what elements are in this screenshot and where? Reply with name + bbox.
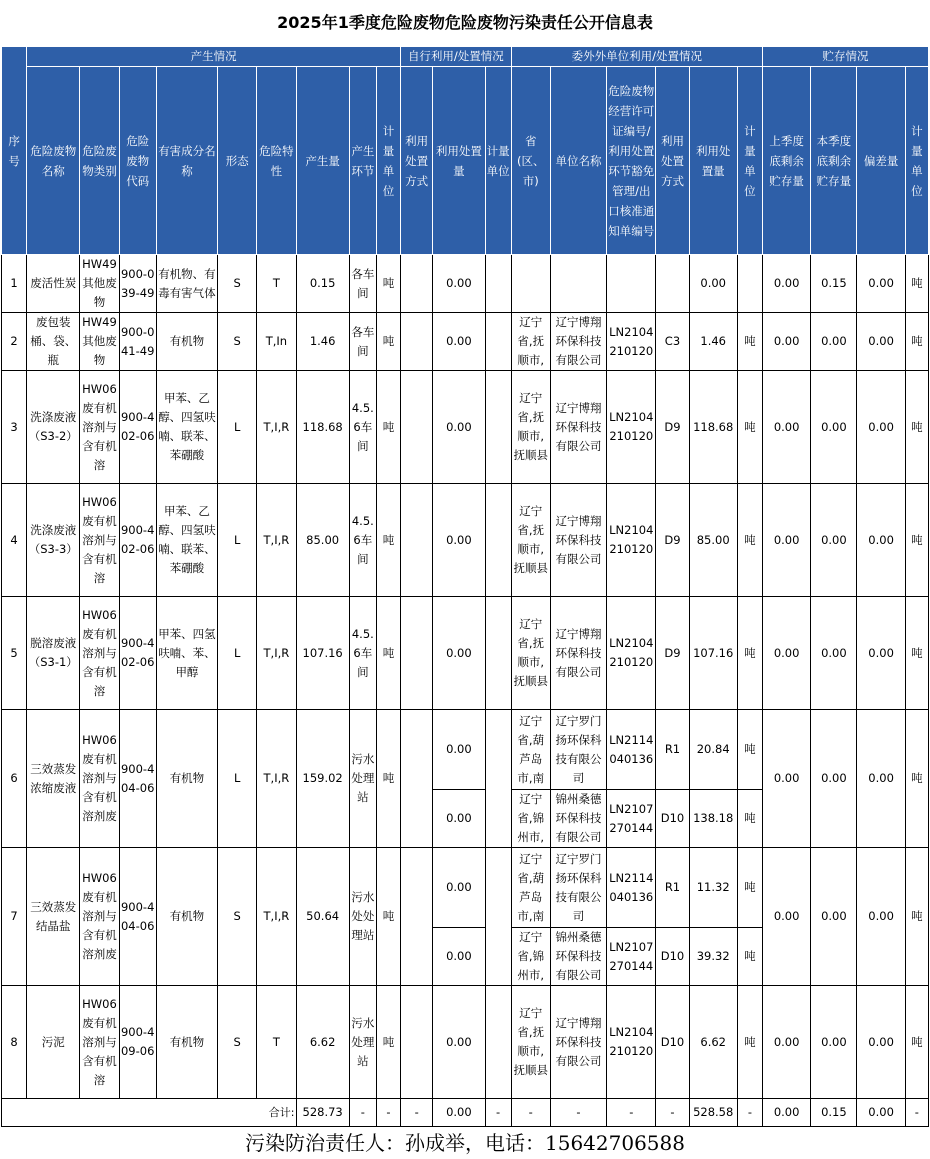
cell-province: 辽宁省,抚顺市,抚顺县 xyxy=(511,371,550,484)
table-row xyxy=(2,371,929,484)
group-entrust: 委外外单位利用/处置情况 xyxy=(511,47,762,67)
total-self-amount: 0.00 xyxy=(433,1099,485,1127)
cell-seq: 4 xyxy=(2,484,27,597)
cell-unit4: 吨 xyxy=(905,313,928,371)
header-unit2: 计量单位 xyxy=(485,67,511,255)
total-company: - xyxy=(550,1099,606,1127)
cell-deviation: 0.00 xyxy=(857,313,905,371)
header-unit4: 计量单位 xyxy=(905,67,928,255)
header-ent-method: 利用处置方式 xyxy=(656,67,689,255)
cell-company: 辽宁博翔环保科技有限公司 xyxy=(550,597,606,710)
cell-prev-stock: 0.00 xyxy=(763,848,811,986)
cell-name: 脱溶废液（S3-1） xyxy=(27,597,80,710)
cell-unit4: 吨 xyxy=(905,484,928,597)
cell-unit1: 吨 xyxy=(376,313,400,371)
cell-unit2 xyxy=(485,255,511,313)
cell-company: 辽宁博翔环保科技有限公司 xyxy=(550,484,606,597)
cell-self-amount: 0.00 xyxy=(433,313,485,371)
cell-unit2 xyxy=(485,597,511,710)
cell-unit1: 吨 xyxy=(376,710,400,848)
header-components: 有害成分名称 xyxy=(156,67,217,255)
cell-ent-amount: 138.18 xyxy=(689,790,737,848)
cell-unit4: 吨 xyxy=(905,255,928,313)
cell-province: 辽宁省,葫芦岛市,南 xyxy=(511,710,550,790)
total-unit3: - xyxy=(737,1099,762,1127)
total-unit2: - xyxy=(485,1099,511,1127)
cell-name: 三效蒸发浓缩废液 xyxy=(27,710,80,848)
total-deviation: 0.00 xyxy=(857,1099,905,1127)
cell-self-method xyxy=(401,597,433,710)
cell-form: S xyxy=(218,255,257,313)
cell-self-method xyxy=(401,848,433,986)
header-hazard: 危险特性 xyxy=(257,67,296,255)
header-seq: 序号 xyxy=(2,47,27,255)
cell-seq: 8 xyxy=(2,986,27,1099)
total-self-method: - xyxy=(401,1099,433,1127)
cell-form: L xyxy=(218,371,257,484)
cell-ent-amount: 1.46 xyxy=(689,313,737,371)
cell-license: LN2104210120 xyxy=(607,597,656,710)
header-self-method: 利用处置方式 xyxy=(401,67,433,255)
cell-stage: 各车间 xyxy=(349,313,376,371)
cell-hazard: T,I,R xyxy=(257,848,296,986)
cell-ent-method: D10 xyxy=(656,790,689,848)
hazardous-waste-table xyxy=(1,46,929,1127)
cell-license: LN2104210120 xyxy=(607,313,656,371)
header-unit3: 计量单位 xyxy=(737,67,762,255)
cell-self-method xyxy=(401,710,433,848)
total-row xyxy=(2,1099,929,1127)
cell-unit3: 吨 xyxy=(737,986,762,1099)
total-stage: - xyxy=(349,1099,376,1127)
cell-self-amount: 0.00 xyxy=(433,484,485,597)
cell-company: 辽宁博翔环保科技有限公司 xyxy=(550,986,606,1099)
cell-stage: 污水处处理站 xyxy=(349,848,376,986)
header-code: 危险废物代码 xyxy=(119,67,156,255)
cell-ent-method: R1 xyxy=(656,848,689,928)
cell-cur-stock: 0.00 xyxy=(811,848,857,986)
cell-amount: 118.68 xyxy=(296,371,349,484)
cell-unit2 xyxy=(485,313,511,371)
cell-ent-amount: 6.62 xyxy=(689,986,737,1099)
cell-cur-stock: 0.00 xyxy=(811,710,857,848)
cell-unit1: 吨 xyxy=(376,986,400,1099)
cell-components: 有机物 xyxy=(156,313,217,371)
table-row xyxy=(2,313,929,371)
cell-stage: 4.5.6车间 xyxy=(349,484,376,597)
cell-self-amount: 0.00 xyxy=(433,255,485,313)
cell-province: 辽宁省,锦州市, xyxy=(511,790,550,848)
cell-license xyxy=(607,255,656,313)
cell-self-amount: 0.00 xyxy=(433,371,485,484)
cell-ent-amount: 11.32 xyxy=(689,848,737,928)
cell-license: LN2104210120 xyxy=(607,371,656,484)
cell-self-method xyxy=(401,371,433,484)
cell-prev-stock: 0.00 xyxy=(763,484,811,597)
cell-components: 甲苯、乙醇、四氢呋喃、联苯、苯硼酸 xyxy=(156,484,217,597)
table-row xyxy=(2,848,929,928)
cell-deviation: 0.00 xyxy=(857,484,905,597)
cell-cur-stock: 0.00 xyxy=(811,597,857,710)
cell-stage: 污水处理站 xyxy=(349,986,376,1099)
cell-company: 锦州桑德环保科技有限公司 xyxy=(550,928,606,986)
cell-unit3: 吨 xyxy=(737,597,762,710)
cell-name: 污泥 xyxy=(27,986,80,1099)
cell-category: HW06废有机溶剂与含有机溶剂废 xyxy=(80,710,119,848)
cell-form: S xyxy=(218,848,257,986)
cell-self-amount: 0.00 xyxy=(433,928,485,986)
cell-amount: 159.02 xyxy=(296,710,349,848)
cell-unit4: 吨 xyxy=(905,710,928,848)
cell-category: HW06废有机溶剂与含有机溶 xyxy=(80,986,119,1099)
cell-license: LN2107270144 xyxy=(607,928,656,986)
cell-unit3: 吨 xyxy=(737,848,762,928)
header-prev-stock: 上季度底剩余贮存量 xyxy=(763,67,811,255)
cell-name: 洗涤废液（S3-2） xyxy=(27,371,80,484)
cell-self-method xyxy=(401,484,433,597)
cell-unit1: 吨 xyxy=(376,484,400,597)
cell-unit1: 吨 xyxy=(376,371,400,484)
cell-code: 900-404-06 xyxy=(119,710,156,848)
cell-prev-stock: 0.00 xyxy=(763,986,811,1099)
total-label: 合计: xyxy=(268,1106,295,1119)
header-license: 危险废物经营许可证编号/利用处置环节豁免管理/出口核准通知单编号 xyxy=(607,67,656,255)
page-title: 2025年1季度危险废物危险废物污染责任公开信息表 xyxy=(277,13,653,32)
cell-ent-amount: 118.68 xyxy=(689,371,737,484)
cell-code: 900-402-06 xyxy=(119,597,156,710)
header-name: 危险废物名称 xyxy=(27,67,80,255)
cell-prev-stock: 0.00 xyxy=(763,313,811,371)
cell-ent-amount: 39.32 xyxy=(689,928,737,986)
cell-ent-method: D9 xyxy=(656,484,689,597)
cell-ent-amount: 85.00 xyxy=(689,484,737,597)
cell-seq: 5 xyxy=(2,597,27,710)
cell-company xyxy=(550,255,606,313)
cell-code: 900-041-49 xyxy=(119,313,156,371)
cell-category: HW06废有机溶剂与含有机溶 xyxy=(80,371,119,484)
cell-category: HW06废有机溶剂与含有机溶 xyxy=(80,484,119,597)
cell-unit4: 吨 xyxy=(905,597,928,710)
total-unit1: - xyxy=(376,1099,400,1127)
cell-unit3: 吨 xyxy=(737,313,762,371)
cell-ent-amount: 107.16 xyxy=(689,597,737,710)
cell-cur-stock: 0.00 xyxy=(811,986,857,1099)
cell-unit3: 吨 xyxy=(737,790,762,848)
total-cur-stock: 0.15 xyxy=(811,1099,857,1127)
cell-company: 辽宁罗门扬环保科技有限公司 xyxy=(550,710,606,790)
cell-amount: 107.16 xyxy=(296,597,349,710)
total-label-cell xyxy=(2,1099,297,1127)
cell-unit2 xyxy=(485,986,511,1099)
cell-hazard: T xyxy=(257,255,296,313)
cell-self-method xyxy=(401,255,433,313)
cell-ent-method: D9 xyxy=(656,371,689,484)
cell-company: 锦州桑德环保科技有限公司 xyxy=(550,790,606,848)
cell-name: 废活性炭 xyxy=(27,255,80,313)
total-license: - xyxy=(607,1099,656,1127)
cell-province: 辽宁省,葫芦岛市,南 xyxy=(511,848,550,928)
cell-company: 辽宁博翔环保科技有限公司 xyxy=(550,313,606,371)
header-unit1: 计量单位 xyxy=(376,67,400,255)
cell-license: LN2114040136 xyxy=(607,848,656,928)
cell-code: 900-409-06 xyxy=(119,986,156,1099)
total-unit4: - xyxy=(905,1099,928,1127)
cell-category: HW49其他废物 xyxy=(80,313,119,371)
cell-unit2 xyxy=(485,371,511,484)
cell-seq: 7 xyxy=(2,848,27,986)
cell-deviation: 0.00 xyxy=(857,371,905,484)
cell-components: 有机物 xyxy=(156,710,217,848)
cell-self-amount: 0.00 xyxy=(433,986,485,1099)
table-row xyxy=(2,710,929,790)
cell-unit1: 吨 xyxy=(376,848,400,986)
group-storage: 贮存情况 xyxy=(763,47,929,67)
cell-components: 有机物 xyxy=(156,986,217,1099)
header-cur-stock: 本季度底剩余贮存量 xyxy=(811,67,857,255)
header-amount: 产生量 xyxy=(296,67,349,255)
cell-hazard: T,I,R xyxy=(257,484,296,597)
cell-form: L xyxy=(218,710,257,848)
cell-hazard: T,I,R xyxy=(257,597,296,710)
cell-self-amount: 0.00 xyxy=(433,790,485,848)
cell-self-method xyxy=(401,313,433,371)
cell-components: 甲苯、乙醇、四氢呋喃、联苯、苯硼酸 xyxy=(156,371,217,484)
table-row xyxy=(2,597,929,710)
cell-company: 辽宁博翔环保科技有限公司 xyxy=(550,371,606,484)
cell-category: HW49其他废物 xyxy=(80,255,119,313)
cell-prev-stock: 0.00 xyxy=(763,597,811,710)
cell-prev-stock: 0.00 xyxy=(763,255,811,313)
cell-name: 废包装桶、袋、瓶 xyxy=(27,313,80,371)
header-company: 单位名称 xyxy=(550,67,606,255)
total-ent-amount: 528.58 xyxy=(689,1099,737,1127)
cell-form: S xyxy=(218,986,257,1099)
cell-province: 辽宁省,抚顺市,抚顺县 xyxy=(511,484,550,597)
cell-code: 900-039-49 xyxy=(119,255,156,313)
cell-amount: 85.00 xyxy=(296,484,349,597)
table-row xyxy=(2,484,929,597)
cell-form: L xyxy=(218,597,257,710)
header-category: 危险废物类别 xyxy=(80,67,119,255)
cell-province: 辽宁省,抚顺市,抚顺县 xyxy=(511,986,550,1099)
cell-self-amount: 0.00 xyxy=(433,848,485,928)
cell-cur-stock: 0.00 xyxy=(811,313,857,371)
cell-hazard: T xyxy=(257,986,296,1099)
cell-name: 洗涤废液（S3-3） xyxy=(27,484,80,597)
cell-unit3 xyxy=(737,255,762,313)
header-ent-amount: 利用处置量 xyxy=(689,67,737,255)
cell-license: LN2107270144 xyxy=(607,790,656,848)
cell-ent-method: R1 xyxy=(656,710,689,790)
cell-license: LN2114040136 xyxy=(607,710,656,790)
cell-prev-stock: 0.00 xyxy=(763,371,811,484)
cell-cur-stock: 0.15 xyxy=(811,255,857,313)
cell-components: 有机物 xyxy=(156,848,217,986)
cell-province: 辽宁省,抚顺市, xyxy=(511,313,550,371)
header-form: 形态 xyxy=(218,67,257,255)
cell-name: 三效蒸发结晶盐 xyxy=(27,848,80,986)
cell-hazard: T,In xyxy=(257,313,296,371)
cell-cur-stock: 0.00 xyxy=(811,371,857,484)
cell-unit1: 吨 xyxy=(376,255,400,313)
cell-ent-method: D9 xyxy=(656,597,689,710)
group-produce: 产生情况 xyxy=(27,47,401,67)
cell-amount: 0.15 xyxy=(296,255,349,313)
cell-stage: 各车间 xyxy=(349,255,376,313)
cell-unit2 xyxy=(485,848,511,986)
header-deviation: 偏差量 xyxy=(857,67,905,255)
cell-code: 900-402-06 xyxy=(119,371,156,484)
cell-seq: 3 xyxy=(2,371,27,484)
total-ent-method: - xyxy=(656,1099,689,1127)
cell-category: HW06废有机溶剂与含有机溶剂废 xyxy=(80,848,119,986)
cell-license: LN2104210120 xyxy=(607,986,656,1099)
cell-prev-stock: 0.00 xyxy=(763,710,811,848)
cell-province xyxy=(511,255,550,313)
cell-ent-method: D10 xyxy=(656,986,689,1099)
cell-amount: 50.64 xyxy=(296,848,349,986)
cell-seq: 1 xyxy=(2,255,27,313)
cell-ent-amount: 20.84 xyxy=(689,710,737,790)
cell-province: 辽宁省,抚顺市,抚顺县 xyxy=(511,597,550,710)
cell-self-method xyxy=(401,986,433,1099)
cell-seq: 2 xyxy=(2,313,27,371)
table-row xyxy=(2,986,929,1099)
cell-ent-amount: 0.00 xyxy=(689,255,737,313)
cell-unit4: 吨 xyxy=(905,371,928,484)
cell-deviation: 0.00 xyxy=(857,710,905,848)
cell-unit3: 吨 xyxy=(737,371,762,484)
cell-deviation: 0.00 xyxy=(857,255,905,313)
cell-deviation: 0.00 xyxy=(857,597,905,710)
cell-form: L xyxy=(218,484,257,597)
total-province: - xyxy=(511,1099,550,1127)
cell-license: LN2104210120 xyxy=(607,484,656,597)
cell-unit2 xyxy=(485,484,511,597)
cell-self-amount: 0.00 xyxy=(433,710,485,790)
cell-code: 900-404-06 xyxy=(119,848,156,986)
cell-hazard: T,I,R xyxy=(257,371,296,484)
total-prev-stock: 0.00 xyxy=(763,1099,811,1127)
cell-province: 辽宁省,锦州市, xyxy=(511,928,550,986)
cell-unit1: 吨 xyxy=(376,597,400,710)
cell-ent-method xyxy=(656,255,689,313)
cell-category: HW06废有机溶剂与含有机溶 xyxy=(80,597,119,710)
table-row xyxy=(2,255,929,313)
cell-self-amount: 0.00 xyxy=(433,597,485,710)
cell-unit4: 吨 xyxy=(905,986,928,1099)
cell-deviation: 0.00 xyxy=(857,848,905,986)
cell-stage: 4.5.6车间 xyxy=(349,371,376,484)
header-self-amount: 利用处置量 xyxy=(433,67,485,255)
cell-code: 900-402-06 xyxy=(119,484,156,597)
cell-stage: 4.5.6车间 xyxy=(349,597,376,710)
cell-deviation: 0.00 xyxy=(857,986,905,1099)
cell-components: 有机物、有毒有害气体 xyxy=(156,255,217,313)
cell-ent-method: D10 xyxy=(656,928,689,986)
cell-unit3: 吨 xyxy=(737,710,762,790)
cell-components: 甲苯、四氢呋喃、苯、甲醇 xyxy=(156,597,217,710)
header-province: 省(区、市) xyxy=(511,67,550,255)
cell-stage: 污水处理站 xyxy=(349,710,376,848)
cell-amount: 6.62 xyxy=(296,986,349,1099)
cell-form: S xyxy=(218,313,257,371)
cell-cur-stock: 0.00 xyxy=(811,484,857,597)
total-amount: 528.73 xyxy=(296,1099,349,1127)
cell-unit3: 吨 xyxy=(737,928,762,986)
cell-unit2 xyxy=(485,710,511,848)
cell-unit3: 吨 xyxy=(737,484,762,597)
responsible-person-footer: 污染防治责任人：孙成举，电话：15642706588 xyxy=(245,1131,685,1155)
cell-seq: 6 xyxy=(2,710,27,848)
cell-amount: 1.46 xyxy=(296,313,349,371)
group-self: 自行利用/处置情况 xyxy=(401,47,512,67)
cell-company: 辽宁罗门扬环保科技有限公司 xyxy=(550,848,606,928)
cell-hazard: T,I,R xyxy=(257,710,296,848)
header-stage: 产生环节 xyxy=(349,67,376,255)
cell-unit4: 吨 xyxy=(905,848,928,986)
cell-ent-method: C3 xyxy=(656,313,689,371)
